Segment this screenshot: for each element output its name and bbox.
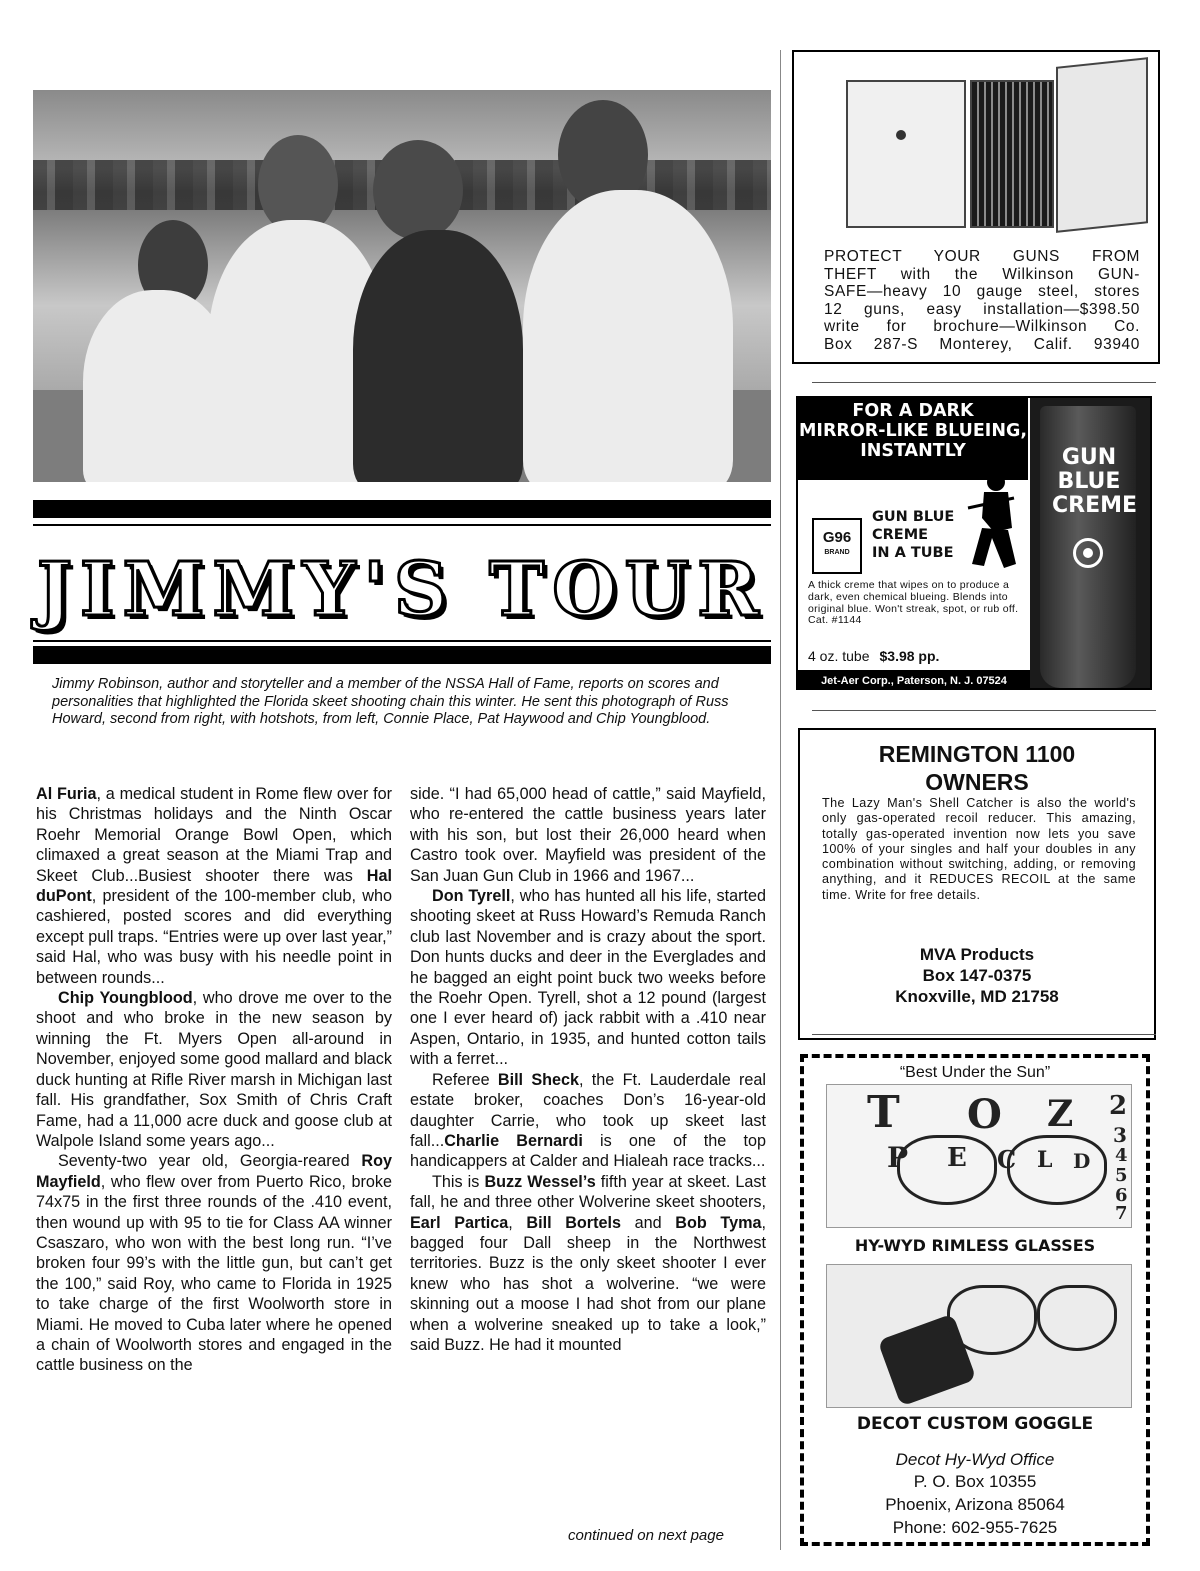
text: , the Ft. Lauderdale real estate broker, coaches Don’s 16-year-old daughter Carrie, who took up skeet last fall... (410, 1070, 767, 1150)
chart-letter: L (1037, 1147, 1053, 1173)
person-name: Al Furia (36, 785, 97, 803)
product-line: IN A TUBE (872, 545, 954, 561)
decot-box: P. O. Box 10355 (913, 1472, 1037, 1491)
article-column-left (36, 784, 392, 1376)
decot-office: Decot Hy-Wyd Office (895, 1450, 1055, 1469)
text: This is (432, 1172, 485, 1191)
goggle-lens (947, 1285, 1037, 1355)
text: Seventy-two year old, Georgia-reared (58, 1152, 362, 1171)
gunsafe-closed-image (846, 80, 966, 228)
product-name (872, 508, 972, 562)
chart-letter: C (997, 1145, 1017, 1174)
g96-logo (812, 518, 862, 574)
text: Referee (432, 1070, 498, 1089)
chart-letter: T (867, 1087, 900, 1138)
chart-letter: P (887, 1141, 909, 1174)
ad-decot (800, 1054, 1150, 1546)
product-glasses: HY-WYD RIMLESS GLASSES (854, 1236, 1096, 1255)
goggle-image (826, 1264, 1132, 1408)
person-name: Don Tyrell (432, 887, 511, 906)
ad-gun-blue-creme (796, 396, 1152, 690)
lock-icon (896, 130, 906, 140)
article-title: JIMMY'S TOUR (37, 547, 767, 633)
paragraph (410, 886, 766, 1070)
logo-sub: BRAND (824, 549, 850, 556)
gunsafe-copy (824, 248, 1140, 353)
decot-phone: Phone: 602-955-7625 (892, 1518, 1058, 1537)
remington-title (800, 740, 1154, 796)
paragraph (410, 1070, 766, 1172)
address-line: Knoxville, MD 21758 (895, 987, 1059, 1006)
chart-letter: 3 (1113, 1123, 1127, 1147)
paragraph (410, 1172, 766, 1356)
eye-chart-image (826, 1084, 1132, 1228)
price-text: $3.98 pp. (879, 648, 940, 664)
chart-letter: Z (1047, 1093, 1074, 1135)
person-name: Earl Partica (410, 1213, 509, 1232)
person-name: Bob Tyma (675, 1213, 762, 1232)
gunsafe-door-image (1056, 57, 1148, 233)
ad-separator (812, 710, 1156, 711)
continued-note: continued on next page (568, 1527, 724, 1544)
chart-letter: 7 (1115, 1203, 1128, 1224)
title-rule-bottom (33, 646, 771, 664)
goggle-lens (1037, 1285, 1117, 1351)
paragraph (36, 988, 392, 1151)
product-line: CREME (872, 527, 929, 543)
ad-separator (812, 382, 1156, 383)
person-name: Bill Bortels (526, 1213, 621, 1232)
headline-line: INSTANTLY (860, 441, 966, 461)
title-rule-bottom-thin (33, 640, 771, 642)
text: and (621, 1213, 676, 1232)
person-name: Bill Sheck (497, 1070, 580, 1089)
paragraph (36, 1151, 392, 1375)
product-goggle: DECOT CUSTOM GOGGLE (856, 1414, 1094, 1434)
person-chip-youngblood (523, 190, 733, 482)
person-name: Chip Youngblood (58, 989, 193, 1008)
ad-line: Box 287-S Monterey, Calif. 93940 (824, 335, 1140, 353)
decot-city: Phoenix, Arizona 85064 (885, 1495, 1065, 1514)
glasses-lens (1007, 1135, 1107, 1205)
person-name: Hal duPont (36, 866, 392, 906)
paragraph (410, 784, 766, 886)
title-rule-top-thin (33, 524, 771, 526)
person-name: Charlie Bernardi (444, 1131, 583, 1150)
person-russ-howard (353, 230, 523, 482)
text: , who has hunted all his life, started shooting skeet at Russ Howard’s Remuda Ranch club last November and is crazy about the sport. Don hunts ducks and deer in the Everglades and he bagged an eight point buck two weeks before the Roehr Open. Tyrell, shot a 12 pound (largest one I ever heard of) jack rabbit with a .410 near Aspen, Ontario, in 1935, and hunted cotton tails with a ferret... (410, 887, 766, 1069)
text: , bagged four Dall sheep in the Northwest territories. Buzz is the only skeet shooter I ever knew who has shot a wolverine. “we were skinning out a moose I had shot from our plane when a wolverine sneaked up to take a look,” said Buzz. He had it mounted (410, 1213, 766, 1354)
tube-label: GUN BLUE CREME (1052, 445, 1138, 518)
chart-letter: 2 (1109, 1091, 1128, 1121)
logo-text: G96 (822, 529, 852, 546)
article-column-right (410, 784, 766, 1355)
text: fifth year at skeet. Last fall, he and three other Wolverine skeet shooters, (410, 1172, 766, 1212)
text: , president of the 100-member club, who cashiered, posted scores and did everything except pull traps. “Entries were up over last year,” said Hal, who was busy with his needle point in between rounds... (36, 887, 392, 987)
product-description: A thick creme that wipes on to produce a dark, even chemical blueing. Blends into original blue. Won't streak, spot, or rub off. Cat. #1144 (808, 579, 1019, 627)
chart-letter: E (947, 1143, 967, 1173)
company-footer: Jet-Aer Corp., Paterson, N. J. 07524 (798, 670, 1030, 690)
text: , who drove me over to the shoot and who broke in the new season by winning the Ft. Myers Open all-around in November, enjoyed some good mallard and black duck hunting at Rifle River marsh in Michigan last fall. His grandfather, Sox Smith of Chris Craft Fame, had a 11,000 acre duck and goose club at Walpole Island some years ago... (36, 989, 392, 1150)
product-price (808, 648, 939, 664)
remington-body: The Lazy Man's Shell Catcher is also the world's only gas-operated recoil reducer. This amazing, totally gas-operated invention now lets you save 100% of your singles and half your doubles in any combination without switching, adding, or removing anything, and it REDUCES RECOIL at the same time. Write for free details. (822, 796, 1136, 902)
ad-line: THEFT with the Wilkinson GUN- (824, 265, 1140, 283)
chart-letter: D (1073, 1149, 1091, 1173)
size-text: 4 oz. tube (808, 648, 870, 664)
ad-line: SAFE—heavy 10 gauge steel, stores (824, 283, 1140, 300)
photo-caption: Jimmy Robinson, author and storyteller and a member of the NSSA Hall of Fame, reports on scores and personalities that highlighted the Florida skeet shooting chain this winter. He sent this photograph of Russ Howard, second from right, with hotshots, from left, Connie Place, Pat Haywood and Chip Youngblood. (52, 676, 729, 727)
ad-gunsafe (792, 50, 1160, 364)
title-line: REMINGTON 1100 (878, 741, 1076, 767)
headline-line: MIRROR-LIKE BLUEING, (799, 421, 1027, 441)
chart-letter: 5 (1115, 1165, 1128, 1186)
decot-slogan: “Best Under the Sun” (899, 1064, 1051, 1081)
title-rule-top (33, 500, 771, 518)
title-line: OWNERS (925, 769, 1029, 795)
ad-separator (812, 1034, 1156, 1035)
ad-remington (798, 728, 1156, 1040)
text: side. “I had 65,000 head of cattle,” said Mayfield, who re-entered the cattle business years later with his son, but lost their 26,000 heard when Castro took over. Mayfield was president of the San Juan Gun Club in 1966 and 1967... (410, 785, 766, 885)
target-icon (1073, 538, 1103, 568)
text: is one of the top handicappers at Calder and Hialeah race tracks... (410, 1131, 766, 1171)
person-name: Buzz Wessel’s (484, 1172, 596, 1191)
ad-line: PROTECT YOUR GUNS FROM (824, 248, 1140, 265)
product-line: GUN BLUE (872, 509, 955, 525)
chart-letter: 6 (1115, 1185, 1128, 1206)
text: , who flew over from Puerto Rico, broke 74x75 in the first three rounds of the .410 event, then wound up with 95 to tie for Class AA winner Csaszaro, who won with the best long run. “I’ve broken four 99’s with the little gun, but can’t get the 100,” said Roy, who came to Florida in 1925 to take charge of the first Woolworth store in Miami. He moved to Cuba later where he opened a chain of Woolworth stores and engaged in the cattle business on the (36, 1172, 392, 1375)
article-photo (33, 90, 771, 482)
product-tube-image (1030, 398, 1152, 690)
text: , a medical student in Rome flew over for his Christmas holidays and the Ninth Oscar Roehr Memorial Orange Bowl Open, which climaxed a great season at the Miami Trap and Skeet Club...Busiest shooter there was (36, 785, 392, 885)
chart-letter: 4 (1115, 1145, 1128, 1166)
paragraph (36, 784, 392, 988)
person-head (373, 140, 463, 240)
kneeling-hunter-icon (964, 468, 1018, 578)
address-line: MVA Products (919, 945, 1035, 964)
gunsafe-open-image (970, 80, 1054, 228)
ad-line: 12 guns, easy installation—$398.50 (824, 300, 1140, 318)
headline-line: FOR A DARK (852, 401, 974, 421)
chart-letter: O (967, 1091, 1002, 1138)
person-name: Roy Mayfield (36, 1152, 392, 1191)
remington-address (800, 944, 1154, 1007)
address-line: Box 147-0375 (922, 966, 1032, 985)
glasses-lens (897, 1135, 997, 1205)
ad-line: write for brochure—Wilkinson Co. (824, 318, 1140, 335)
text: , (508, 1213, 527, 1232)
column-divider (780, 50, 781, 1550)
